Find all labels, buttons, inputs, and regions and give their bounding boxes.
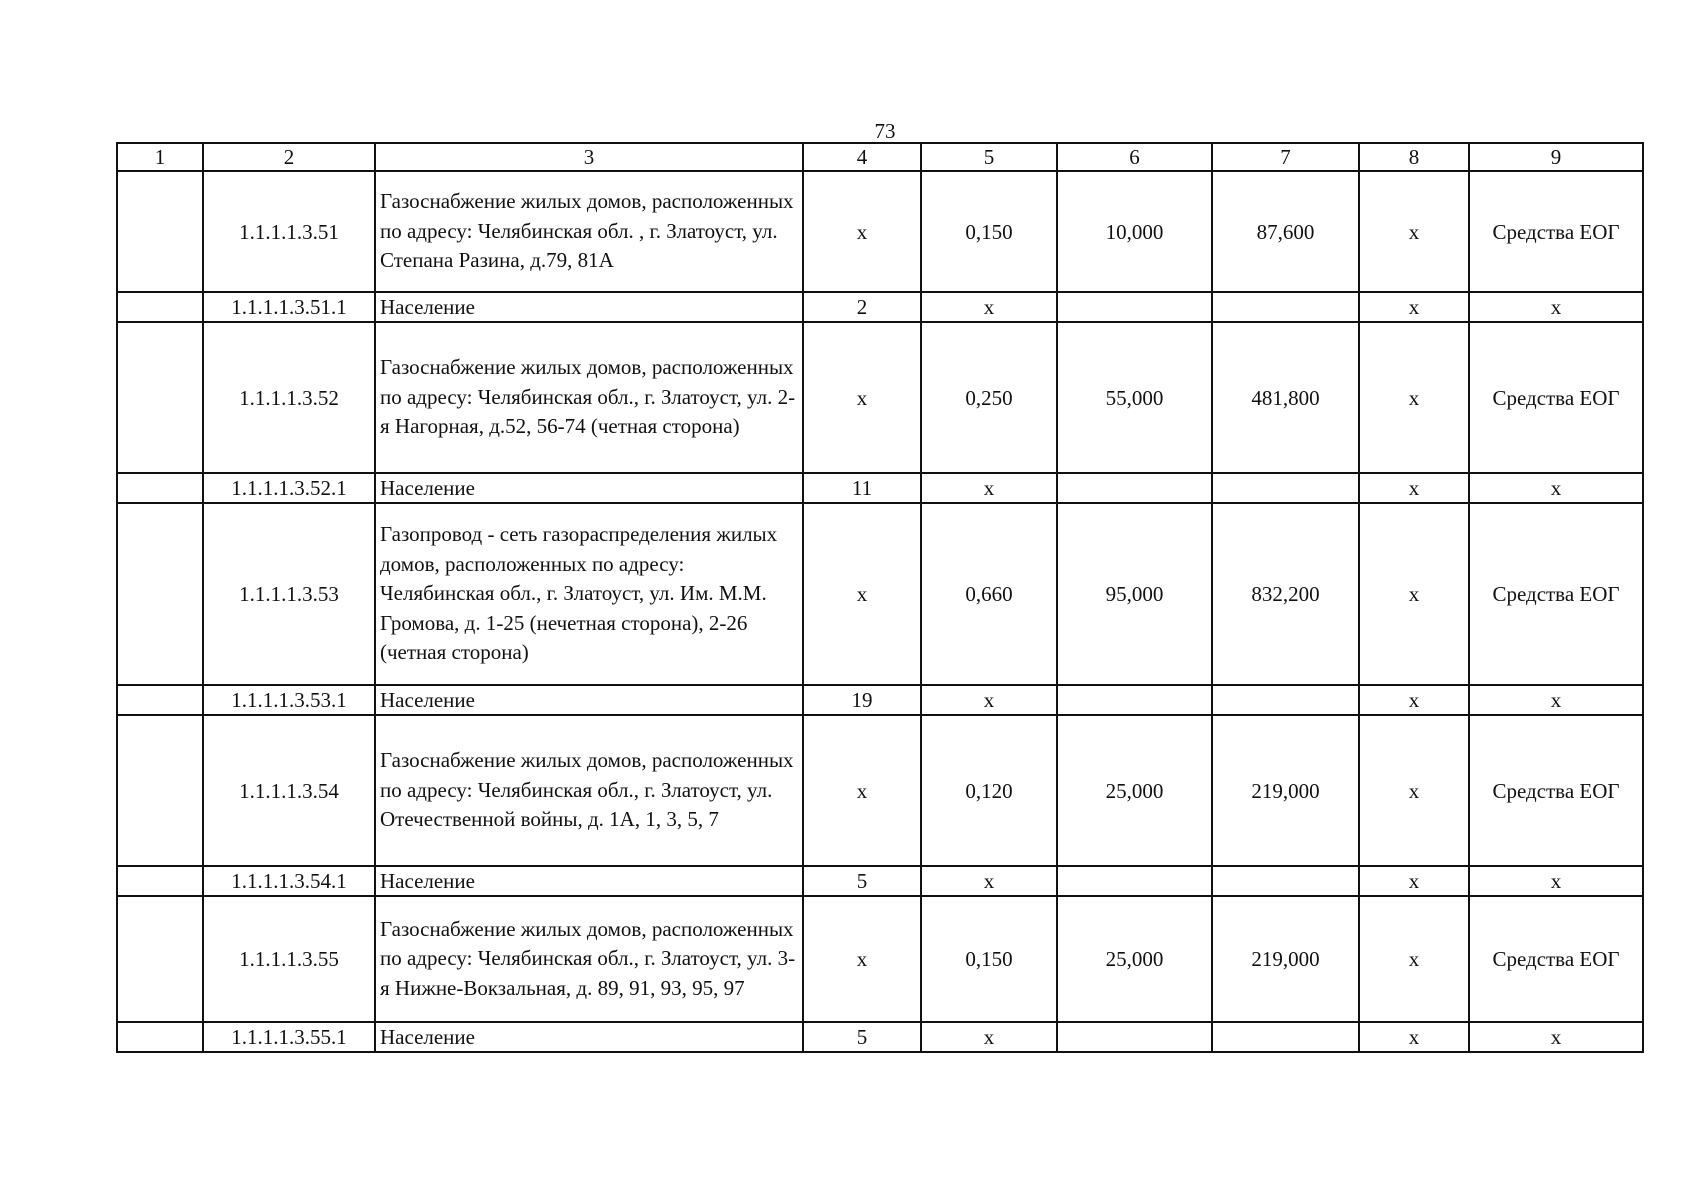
cell-col6 — [1057, 473, 1212, 503]
table-row — [117, 896, 1643, 1022]
cell-col6: 25,000 — [1057, 896, 1212, 1022]
cell-description: Газоснабжение жилых домов, расположенных по адресу: Челябинская обл., г. Златоуст, ул. 2-я Нагорная, д.52, 56-74 (четная сторона) — [375, 322, 803, 473]
cell-col1 — [117, 503, 203, 685]
cell-col6: 55,000 — [1057, 322, 1212, 473]
cell-description: Газопровод - сеть газораспределения жилых домов, расположенных по адресу: Челябинская обл., г. Златоуст, ул. Им. М.М. Громова, д. 1-25 (нечетная сторона), 2-26 (четная сторона) — [375, 503, 803, 685]
cell-funding-source: х — [1469, 292, 1643, 322]
cell-col8: х — [1359, 1022, 1469, 1052]
cell-code: 1.1.1.1.3.55.1 — [203, 1022, 375, 1052]
cell-col6 — [1057, 292, 1212, 322]
cell-description: Население — [375, 473, 803, 503]
cell-code: 1.1.1.1.3.52 — [203, 322, 375, 473]
cell-col5: 0,150 — [921, 896, 1057, 1022]
cell-code: 1.1.1.1.3.55 — [203, 896, 375, 1022]
cell-col4: 11 — [803, 473, 921, 503]
column-header: 8 — [1359, 143, 1469, 171]
column-header: 2 — [203, 143, 375, 171]
column-header: 3 — [375, 143, 803, 171]
cell-col6 — [1057, 685, 1212, 715]
table-row — [117, 473, 1643, 503]
cell-col5: 0,120 — [921, 715, 1057, 866]
cell-funding-source: Средства ЕОГ — [1469, 322, 1643, 473]
cell-col4: 5 — [803, 866, 921, 896]
cell-col8: х — [1359, 171, 1469, 292]
cell-col1 — [117, 473, 203, 503]
cell-col5: 0,660 — [921, 503, 1057, 685]
cell-col4: х — [803, 715, 921, 866]
cell-col5: х — [921, 866, 1057, 896]
cell-col6 — [1057, 1022, 1212, 1052]
cell-col1 — [117, 1022, 203, 1052]
cell-col7 — [1212, 685, 1359, 715]
table-row — [117, 503, 1643, 685]
cell-col8: х — [1359, 715, 1469, 866]
cell-col4: 5 — [803, 1022, 921, 1052]
cell-col4: 2 — [803, 292, 921, 322]
cell-col5: х — [921, 473, 1057, 503]
cell-funding-source: х — [1469, 473, 1643, 503]
cell-col7: 219,000 — [1212, 715, 1359, 866]
cell-col6: 25,000 — [1057, 715, 1212, 866]
cell-col7: 481,800 — [1212, 322, 1359, 473]
column-header: 9 — [1469, 143, 1643, 171]
column-header: 4 — [803, 143, 921, 171]
cell-col1 — [117, 685, 203, 715]
header-row — [117, 143, 1643, 171]
cell-col6: 95,000 — [1057, 503, 1212, 685]
data-table — [116, 142, 1644, 1053]
cell-col1 — [117, 292, 203, 322]
table-row — [117, 866, 1643, 896]
column-header: 1 — [117, 143, 203, 171]
table-row — [117, 715, 1643, 866]
cell-description: Население — [375, 292, 803, 322]
table-row — [117, 292, 1643, 322]
column-header: 7 — [1212, 143, 1359, 171]
cell-col8: х — [1359, 503, 1469, 685]
cell-description: Население — [375, 1022, 803, 1052]
cell-col5: 0,150 — [921, 171, 1057, 292]
cell-col1 — [117, 171, 203, 292]
cell-col8: х — [1359, 896, 1469, 1022]
cell-col6 — [1057, 866, 1212, 896]
cell-funding-source: х — [1469, 1022, 1643, 1052]
cell-col1 — [117, 866, 203, 896]
cell-description: Население — [375, 866, 803, 896]
cell-col8: х — [1359, 473, 1469, 503]
table-row — [117, 171, 1643, 292]
cell-code: 1.1.1.1.3.54 — [203, 715, 375, 866]
cell-col5: 0,250 — [921, 322, 1057, 473]
cell-col4: х — [803, 896, 921, 1022]
cell-col7: 87,600 — [1212, 171, 1359, 292]
table-row — [117, 1022, 1643, 1052]
cell-description: Население — [375, 685, 803, 715]
cell-col7: 219,000 — [1212, 896, 1359, 1022]
cell-code: 1.1.1.1.3.51 — [203, 171, 375, 292]
column-header: 5 — [921, 143, 1057, 171]
cell-col1 — [117, 715, 203, 866]
cell-description: Газоснабжение жилых домов, расположенных по адресу: Челябинская обл., г. Златоуст, ул. Отечественной войны, д. 1А, 1, 3, 5, 7 — [375, 715, 803, 866]
cell-col7: 832,200 — [1212, 503, 1359, 685]
column-header: 6 — [1057, 143, 1212, 171]
cell-funding-source: х — [1469, 866, 1643, 896]
cell-description: Газоснабжение жилых домов, расположенных по адресу: Челябинская обл., г. Златоуст, ул. 3-я Нижне-Вокзальная, д. 89, 91, 93, 95, 97 — [375, 896, 803, 1022]
cell-code: 1.1.1.1.3.51.1 — [203, 292, 375, 322]
cell-funding-source: Средства ЕОГ — [1469, 715, 1643, 866]
cell-col7 — [1212, 292, 1359, 322]
cell-col7 — [1212, 1022, 1359, 1052]
cell-funding-source: х — [1469, 685, 1643, 715]
cell-col8: х — [1359, 292, 1469, 322]
cell-col7 — [1212, 866, 1359, 896]
cell-code: 1.1.1.1.3.53 — [203, 503, 375, 685]
table-row — [117, 322, 1643, 473]
cell-col4: 19 — [803, 685, 921, 715]
cell-col1 — [117, 322, 203, 473]
cell-col4: х — [803, 322, 921, 473]
cell-funding-source: Средства ЕОГ — [1469, 896, 1643, 1022]
cell-col5: х — [921, 292, 1057, 322]
cell-col1 — [117, 896, 203, 1022]
cell-col8: х — [1359, 866, 1469, 896]
cell-funding-source: Средства ЕОГ — [1469, 171, 1643, 292]
cell-col6: 10,000 — [1057, 171, 1212, 292]
cell-col8: х — [1359, 322, 1469, 473]
cell-col5: х — [921, 685, 1057, 715]
cell-code: 1.1.1.1.3.54.1 — [203, 866, 375, 896]
cell-col4: х — [803, 503, 921, 685]
cell-code: 1.1.1.1.3.52.1 — [203, 473, 375, 503]
cell-col8: х — [1359, 685, 1469, 715]
cell-code: 1.1.1.1.3.53.1 — [203, 685, 375, 715]
cell-col5: х — [921, 1022, 1057, 1052]
cell-col7 — [1212, 473, 1359, 503]
page-number: 73 — [874, 119, 896, 143]
table-row — [117, 685, 1643, 715]
cell-description: Газоснабжение жилых домов, расположенных по адресу: Челябинская обл. , г. Златоуст, ул. Степана Разина, д.79, 81А — [375, 171, 803, 292]
cell-col4: х — [803, 171, 921, 292]
cell-funding-source: Средства ЕОГ — [1469, 503, 1643, 685]
